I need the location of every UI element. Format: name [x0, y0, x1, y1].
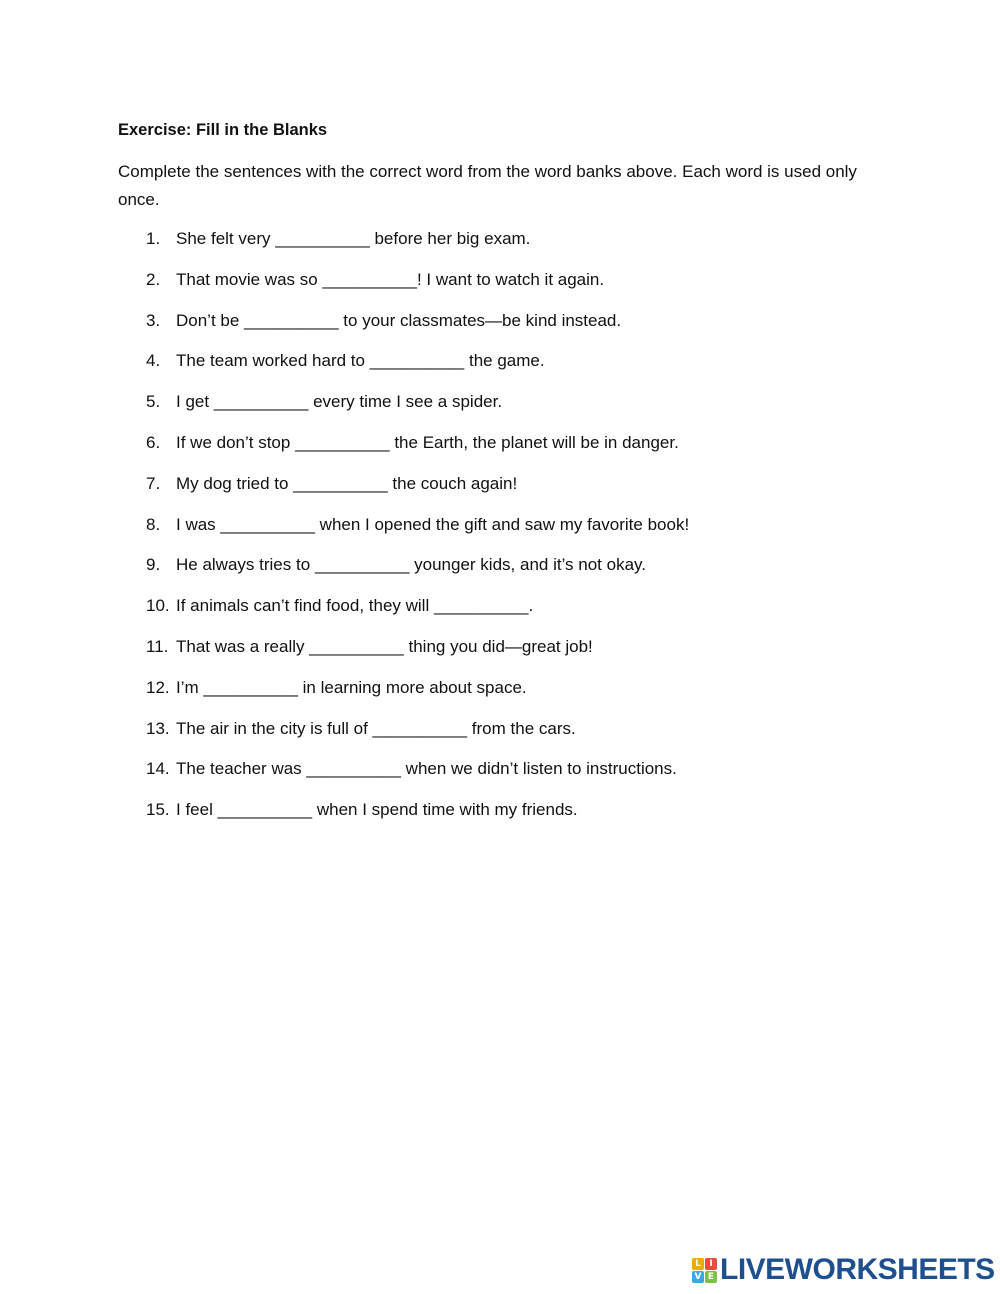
exercise-item	[146, 432, 689, 473]
item-number: 2.	[146, 269, 161, 289]
exercise-item	[146, 554, 689, 595]
item-sentence: I feel __________ when I spend time with my friends.	[176, 800, 578, 820]
exercise-item	[146, 677, 689, 718]
item-number: 7.	[146, 473, 161, 493]
item-sentence: I’m __________ in learning more about space.	[176, 677, 527, 697]
instructions-text: Complete the sentences with the correct word from the word banks above. Each word is used only once.	[118, 162, 857, 209]
exercise-item	[146, 595, 689, 636]
item-number: 14.	[146, 759, 170, 779]
exercise-item	[146, 636, 689, 677]
logo-mark-square: E	[705, 1271, 717, 1283]
item-number: 13.	[146, 718, 170, 738]
item-number: 11.	[146, 636, 169, 656]
exercise-item	[146, 718, 689, 759]
logo-mark-square: V	[692, 1271, 704, 1283]
item-sentence: He always tries to __________ younger kids, and it’s not okay.	[176, 555, 646, 575]
item-sentence: I was __________ when I opened the gift and saw my favorite book!	[176, 514, 690, 534]
item-sentence: I get __________ every time I see a spider.	[176, 392, 503, 412]
exercise-item	[146, 391, 689, 432]
exercise-item	[146, 799, 689, 840]
item-number: 6.	[146, 432, 161, 452]
item-sentence: My dog tried to __________ the couch again!	[176, 473, 518, 493]
exercise-item	[146, 758, 689, 799]
item-sentence: If we don’t stop __________ the Earth, the planet will be in danger.	[176, 432, 679, 452]
item-number: 15.	[146, 800, 170, 820]
exercise-item	[146, 514, 689, 555]
logo-mark-square: I	[705, 1258, 717, 1270]
exercise-item	[146, 269, 689, 310]
item-sentence: That was a really __________ thing you did—great job!	[176, 636, 593, 656]
item-sentence: Don’t be __________ to your classmates—be kind instead.	[176, 310, 622, 330]
item-sentence: That movie was so __________! I want to watch it again.	[176, 269, 605, 289]
liveworksheets-logo-mark	[692, 1258, 717, 1283]
item-sentence: She felt very __________ before her big exam.	[176, 229, 531, 248]
exercise-item	[146, 228, 689, 269]
item-number: 9.	[146, 555, 161, 575]
exercise-item	[146, 350, 689, 391]
item-number: 5.	[146, 392, 161, 412]
item-sentence: The teacher was __________ when we didn’t listen to instructions.	[176, 759, 677, 779]
item-number: 12.	[146, 677, 170, 697]
item-number: 4.	[146, 351, 161, 371]
liveworksheets-logo-text: LIVEWORKSHEETS	[720, 1253, 995, 1286]
logo-mark-square: L	[692, 1258, 704, 1270]
item-number: 3.	[146, 310, 161, 330]
exercise-list	[146, 228, 689, 840]
exercise-item	[146, 310, 689, 351]
item-sentence: If animals can’t find food, they will __________.	[176, 596, 534, 616]
item-number: 10.	[146, 596, 170, 616]
liveworksheets-logo	[692, 1253, 995, 1286]
item-number: 1.	[146, 229, 161, 248]
item-sentence: The team worked hard to __________ the game.	[176, 351, 545, 371]
item-sentence: The air in the city is full of __________ from the cars.	[176, 718, 576, 738]
exercise-item	[146, 473, 689, 514]
page-title: Exercise: Fill in the Blanks	[118, 121, 328, 139]
item-number: 8.	[146, 514, 161, 534]
